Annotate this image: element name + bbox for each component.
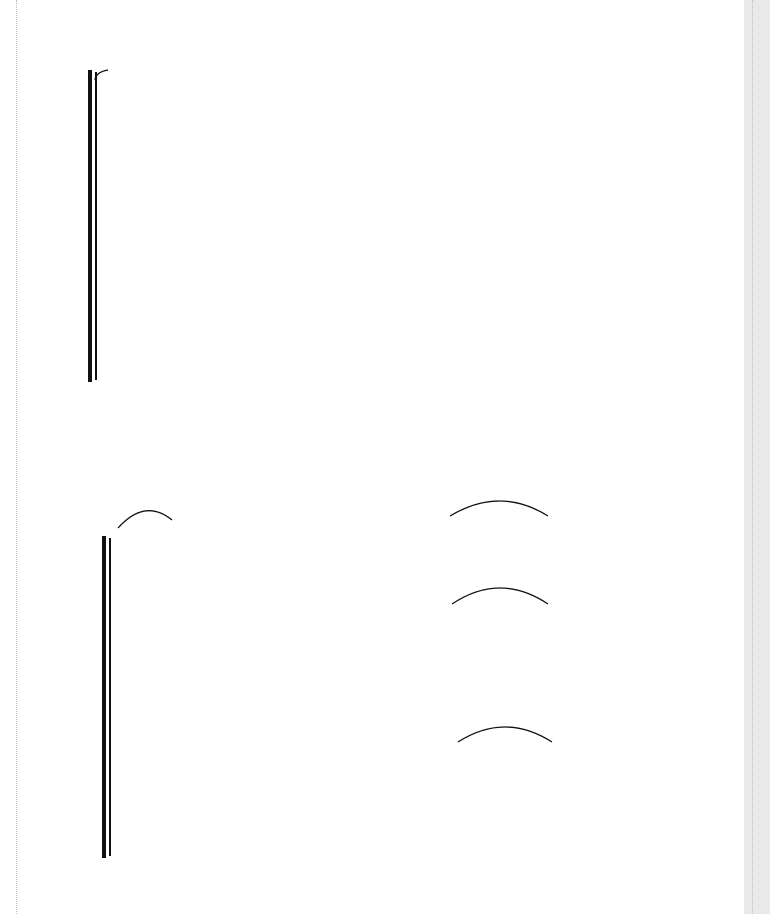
slur bbox=[452, 588, 548, 604]
slur bbox=[95, 70, 108, 80]
slur bbox=[118, 511, 172, 528]
slur bbox=[450, 501, 548, 516]
slur bbox=[458, 727, 552, 742]
